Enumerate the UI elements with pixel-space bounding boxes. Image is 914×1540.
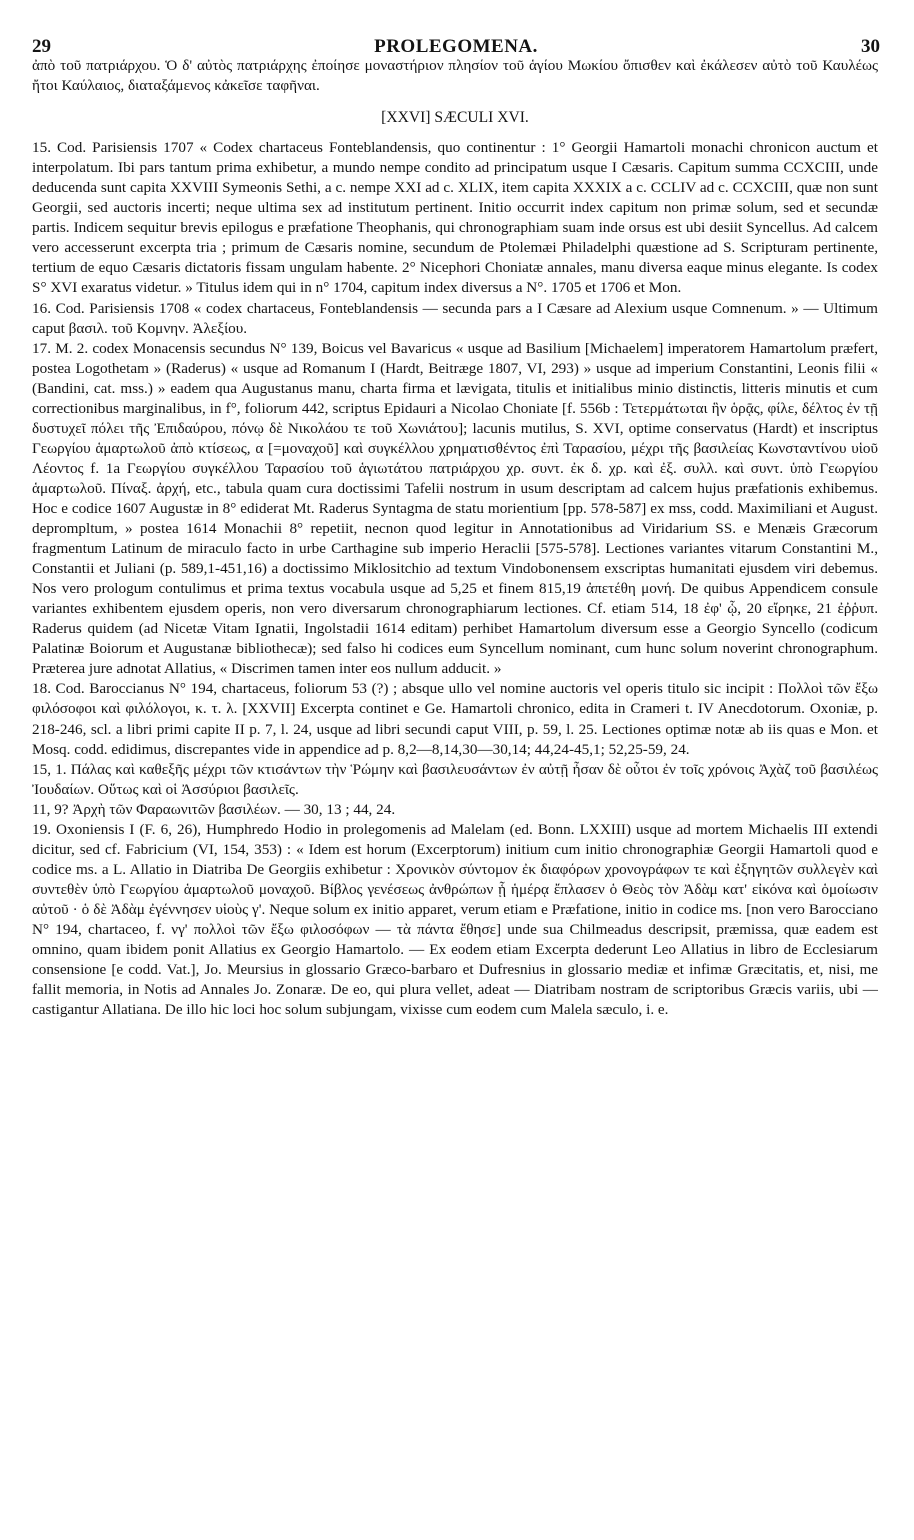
body-text xyxy=(32,56,878,1020)
page-header xyxy=(32,36,880,58)
entry-16-paragraph: 16. Cod. Parisiensis 1708 « codex chartaceus, Fonteblandensis — secunda pars a I Cæsare ad Alexium usque Comnenum. » — Ultimum caput βασιλ. τοῦ Κομνην. Ἀλεξίου. xyxy=(32,299,878,337)
section-heading: [XXVI] SÆCULI XVI. xyxy=(381,109,529,127)
running-title: PROLEGOMENA. xyxy=(374,36,538,57)
entry-17-paragraph: 17. M. 2. codex Monacensis secundus N° 139, Boicus vel Bavaricus « usque ad Basilium [Michaelem] imperatorem Hamartolum præfert, postea Logothetam » (Raderus) « usque ad Romanum I (Hardt, Beitræge 1807, VI, 293) » usque ad imperium Constantini, Leonis filii « (Bandini, cat. mss.) » eadem qua Augustanus manu, charta firma et lævigata, titulis et initialibus minio distinctis, litteris minutis et cum correctionibus marginalibus, in f°, foliorum 442, scriptus Epidauri a Nicolao Choniate [f. 556b : Τετερμάτωται ἣν ὁρᾷς, φίλε, δέλτος ἐν τῇ δυστυχεῖ πόλει τῆς Ἐπιδαύρου, πόνῳ δὲ Νικολάου τε τοῦ Χωνιάτου]; lacunis mutilus, S. XVI, optime conservatus (Hardt) et inscriptus Γεωργίου ἁμαρτωλοῦ ἀπὸ κτίσεως, α [=μοναχοῦ] καὶ συγκέλλου χρηματισθέντος ἐπὶ Ταρασίου, μέχρι τῆς βασιλείας Κωνσταντίνου υἱοῦ Λέοντος f. 1a Γεωργίου συγκέλλου Ταρασίου τοῦ ἁγιωτάτου πατριάρχου χρ. συντ. ἐκ δ. χρ. καὶ ἐξ. συλλ. καὶ συντ. ὑπὸ Γεωργίου ἁμαρτωλοῦ. Πίναξ. ἀρχή, etc., tabula quam cura doctissimi Tafelii nostrum in usum descriptam ad calcem hujus præfationis exhibemus. Hoc e codice 1607 Augustæ in 8° ediderat Mt. Raderus Syntagma de statu morientium [pp. 578-587] ex mss, codd. Maximiliani et August. deprompltum, » postea 1614 Monachii 8° repetiit, necnon quod legitur in Annotationibus ad Viridarium SS. e Menæis Græcorum fragmentum Latinum de miraculo facto in urbe Carthagine sub imperio Heraclii [575-578]. Lectiones variantes vitarum Constantini M., Constantii et Juliani (p. 589,1-451,16) a doctissimo Miklositchio ad textum Vindobonensem exscriptas humanitati ejusdem viri debemus. Nos vero prologum contulimus et prima textus vocabula usque ad 5,25 et finem 815,19 ἀπετέθη μονή. De quibus Appendicem consule variantes exhibentem ejusdem operis, non vero diversarum chronographiarum lectiones. Cf. etiam 514, 18 ἐφ' ᾧ, 20 εἴρηκε, 21 ἐῤῥυπ. Raderus quidem (ad Nicetæ Vitam Ignatii, Ingolstadii 1614 editam) perhibet Hamartolum diversum esse a Georgio Syncello (codicum Palatinæ Boiorum et Augustanæ bibliothecæ); sed falso hi codices eum Syncellum nominant, cum hunc solum noverint chronographum. Præterea jure adnotat Allatius, « Discrimen tamen inter eos nullum adducit. » xyxy=(32,339,878,678)
page-number-left: 29 xyxy=(32,36,51,57)
page-number-right: 30 xyxy=(861,36,880,57)
entry-19-paragraph: 19. Oxoniensis I (F. 6, 26), Humphredo Hodio in prolegomenis ad Malelam (ed. Bonn. LXXIII) usque ad mortem Michaelis III extendi dicitur, sed cf. Fabricium (VI, 154, 353) : « Idem est horum (Excerptorum) initium cum initio chronographiæ Georgii Hamartoli quod e codice ms. a L. Allatio in Diatriba De Georgiis exhibetur : Χρονικὸν σύντομον ἐκ διαφόρων χρονογράφων τε καὶ ἐξηγητῶν συλλεγὲν καὶ συντεθὲν ὑπὸ Γεωργίου ἁμαρτωλοῦ μοναχοῦ. Βίβλος γενέσεως ἀνθρώπων ᾗ ἡμέρᾳ ἔπλασεν ὁ Θεὸς τὸν Ἀδὰμ κατ' εἰκόνα καὶ ὁμοίωσιν αὐτοῦ · ὁ δὲ Ἀδὰμ ἐγέννησεν υἱοὺς γ'. Neque solum ex initio apparet, verum etiam e Præfatione, initio in codice ms. [non vero Barocciano N° 194, chartaceo, f. νγ' πολλοὶ τῶν ἔξω φιλοσόφων — τὰ πάντα ἔθησε] unde sua Chilmeadus descripsit, præmissa, quæ eadem est omnino, quam ibidem ponit Allatius ex Georgio Hamartolo. — Ex eodem etiam Excerpta dederunt Leo Allatius in libro de Ecclesiarum consensione [e codd. Vat.], Jo. Meursius in glossario Græco-barbaro et Dufresnius in glossario mediæ et infimæ Græcitatis, et, nisi, me fallit memoria, in Notis ad Annales Jo. Zonaræ. De eo, qui plura vellet, adeat — Diatribam nostram de scriptoribus Græcis variis, ubi — castigantur Allatiana. De illo hic loci hoc solum subjungam, vixisse cum eodem cum Malela sæculo, i. e. xyxy=(32,820,878,1019)
entry-15-paragraph: 15. Cod. Parisiensis 1707 « Codex chartaceus Fonteblandensis, quo continentur : 1° Georgii Hamartoli monachi chronicon auctum et interpolatum. Ibi pars tantum prima exhibetur, a mundo nempe condito ad principatum usque I Cæsaris. Capitum summa CCXCIII, unde deducenda sunt capita XXVIII Symeonis Sethi, a c. nempe XXI ad c. XLIX, item capita XXXIX a c. CCLIV ad c. CCXCIII, quæ non sunt Georgii, sed auctoris incerti; neque ultima sex ad institutum pertinent. Initio occurrit index capitum non primæ solum, sed et secundæ partis. Indicem sequitur brevis epilogus e præfatione Theophanis, qui chronographiam suam inde orsus est ubi desiit Syncellus. Ad calcem vero accesserunt excerpta tria ; primum de Cæsaris nomine, secundum de Ptolemæi Philadelphi quæstione ad S. Scripturam pertinente, tertium de equo Cæsaris dictatoris fissam ungulam habente. 2° Nicephori Choniatæ annales, manu diversa eaque minus elegante. Is codex S° XVI exaratus videtur. » Titulus idem qui in n° 1704, capitum index diversus a N°. 1705 et 1706 et Mon. xyxy=(32,139,878,297)
entry-18-paragraph: 18. Cod. Baroccianus N° 194, chartaceus, foliorum 53 (?) ; absque ullo vel nomine auctoris vel operis titulo sic incipit : Πολλοὶ τῶν ἔξω φιλόσοφοι καὶ φιλόλογοι, κ. τ. λ. [XXVII] Excerpta continet e Ge. Hamartoli chronico, edita in Crameri t. IV Anecdotorum. Oxoniæ, p. 218-246, scl. a libri primi capite II p. 7, l. 24, usque ad libri secundi caput VIII, p. 59, l. 25. Lectiones optimæ notæ ab iis quas e Mon. et Mosq. codd. edidimus, discrepantes vide in appendice ad p. 8,2—8,14,30—30,14; 44,24-45,1; 52,25-59, 24. xyxy=(32,680,878,758)
greek-continuation-paragraph: ἀπὸ τοῦ πατριάρχου. Ὁ δ' αὐτὸς πατριάρχης ἐποίησε μοναστήριον πλησίον τοῦ ἁγίου Μωκίου ὄπισθεν καὶ ἐκάλεσεν αὐτὸ τοῦ Καυλέως ἤτοι Καύλαιος, διαταξάμενος κἀκεῖσε ταφῆναι. xyxy=(32,57,878,95)
reading-15-1-paragraph: 15, 1. Πάλας καὶ καθεξῆς μέχρι τῶν κτισάντων τὴν Ῥώμην καὶ βασιλευσάντων ἐν αὐτῇ ἦσαν δὲ οὗτοι ἐν τοῖς χρόνοις Ἀχὰζ τοῦ βασιλέως Ἰουδαίων. Οὕτως καὶ οἱ Ἀσσύριοι βασιλεῖς. xyxy=(32,760,878,798)
reading-11-9-paragraph: 11, 9? Ἀρχὴ τῶν Φαραωνιτῶν βασιλέων. — 30, 13 ; 44, 24. xyxy=(32,800,396,818)
